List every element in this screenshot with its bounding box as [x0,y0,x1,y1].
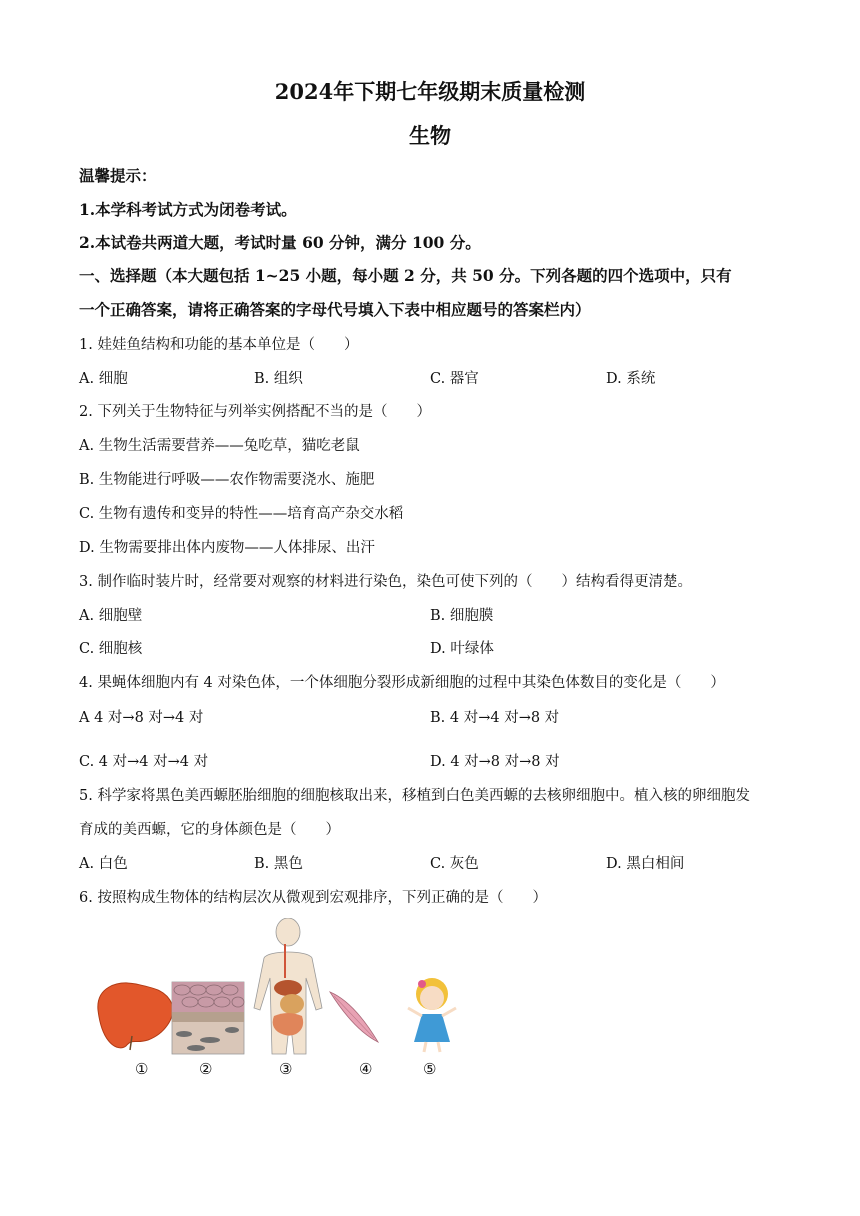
question-4-stem: 4. 果蝇体细胞内有 4 对染色体，一个体细胞分裂形成新细胞的过程中其染色体数目的变化是（ ） [79,675,725,691]
question-5-stem-line1: 5. 科学家将黑色美西螈胚胎细胞的细胞核取出来，移植到白色美西螈的去核卵细胞中。植入核的卵细胞发 [79,788,750,804]
q2-option-a: A. 生物生活需要营养——兔吃草，猫吃老鼠 [79,438,360,454]
q5-option-d: D. 黑白相间 [606,856,685,872]
q4-option-d: D. 4 对→8 对→8 对 [430,754,560,770]
figure-label-3: ③ [279,1060,293,1078]
muscle-image [330,992,378,1042]
tips-heading: 温馨提示： [79,166,157,185]
question-5-stem-line2: 育成的美西螈，它的身体颜色是（ ） [79,822,340,838]
q2-option-d: D. 生物需要排出体内废物——人体排尿、出汗 [79,540,375,556]
q1-option-b: B. 组织 [254,371,303,387]
human-body-image [254,918,322,1054]
figure-label-1: ① [135,1060,149,1078]
liver-image [98,983,173,1050]
q5-option-a: A. 白色 [79,856,128,872]
q1-option-c: C. 器官 [430,371,479,387]
q3-option-a: A. 细胞壁 [79,608,143,624]
q1-option-d: D. 系统 [606,371,656,387]
question-3-stem: 3. 制作临时装片时，经常要对观察的材料进行染色，染色可使下列的（ ）结构看得更清楚。 [79,574,692,590]
q4-option-b: B. 4 对→4 对→8 对 [430,710,560,726]
figure-label-4: ④ [359,1060,373,1078]
q3-option-d: D. 叶绿体 [430,641,494,657]
tip-2: 2.本试卷共两道大题，考试时量 60 分钟，满分 100 分。 [79,233,481,252]
girl-image [408,978,456,1052]
structure-levels-figure [92,918,482,1058]
q3-option-c: C. 细胞核 [79,641,143,657]
section-heading-line2: 一个正确答案，请将正确答案的字母代号填入下表中相应题号的答案栏内） [79,300,591,319]
q4-option-a: A 4 对→8 对→4 对 [79,710,204,726]
section-heading-line1: 一、选择题（本大题包括 1~25 小题，每小题 2 分，共 50 分。下列各题的四个选项中，只有 [79,266,732,285]
exam-title: 2024年下期七年级期末质量检测 [274,79,586,104]
q2-option-c: C. 生物有遗传和变异的特性——培育高产杂交水稻 [79,506,404,522]
tip-1: 1.本学科考试方式为闭卷考试。 [79,200,297,219]
q1-option-a: A. 细胞 [79,371,128,387]
question-1-stem: 1. 娃娃鱼结构和功能的基本单位是（ ） [79,337,359,353]
question-6-stem: 6. 按照构成生物体的结构层次从微观到宏观排序，下列正确的是（ ） [79,890,547,906]
q2-option-b: B. 生物能进行呼吸——农作物需要浇水、施肥 [79,472,375,488]
q5-option-b: B. 黑色 [254,856,303,872]
q4-option-c: C. 4 对→4 对→4 对 [79,754,209,770]
figure-label-2: ② [199,1060,213,1078]
q5-option-c: C. 灰色 [430,856,479,872]
figure-label-5: ⑤ [423,1060,437,1078]
subject-title: 生物 [409,123,451,148]
q3-option-b: B. 细胞膜 [430,608,494,624]
question-2-stem: 2. 下列关于生物特征与列举实例搭配不当的是（ ） [79,404,431,420]
tissue-image [172,982,244,1054]
